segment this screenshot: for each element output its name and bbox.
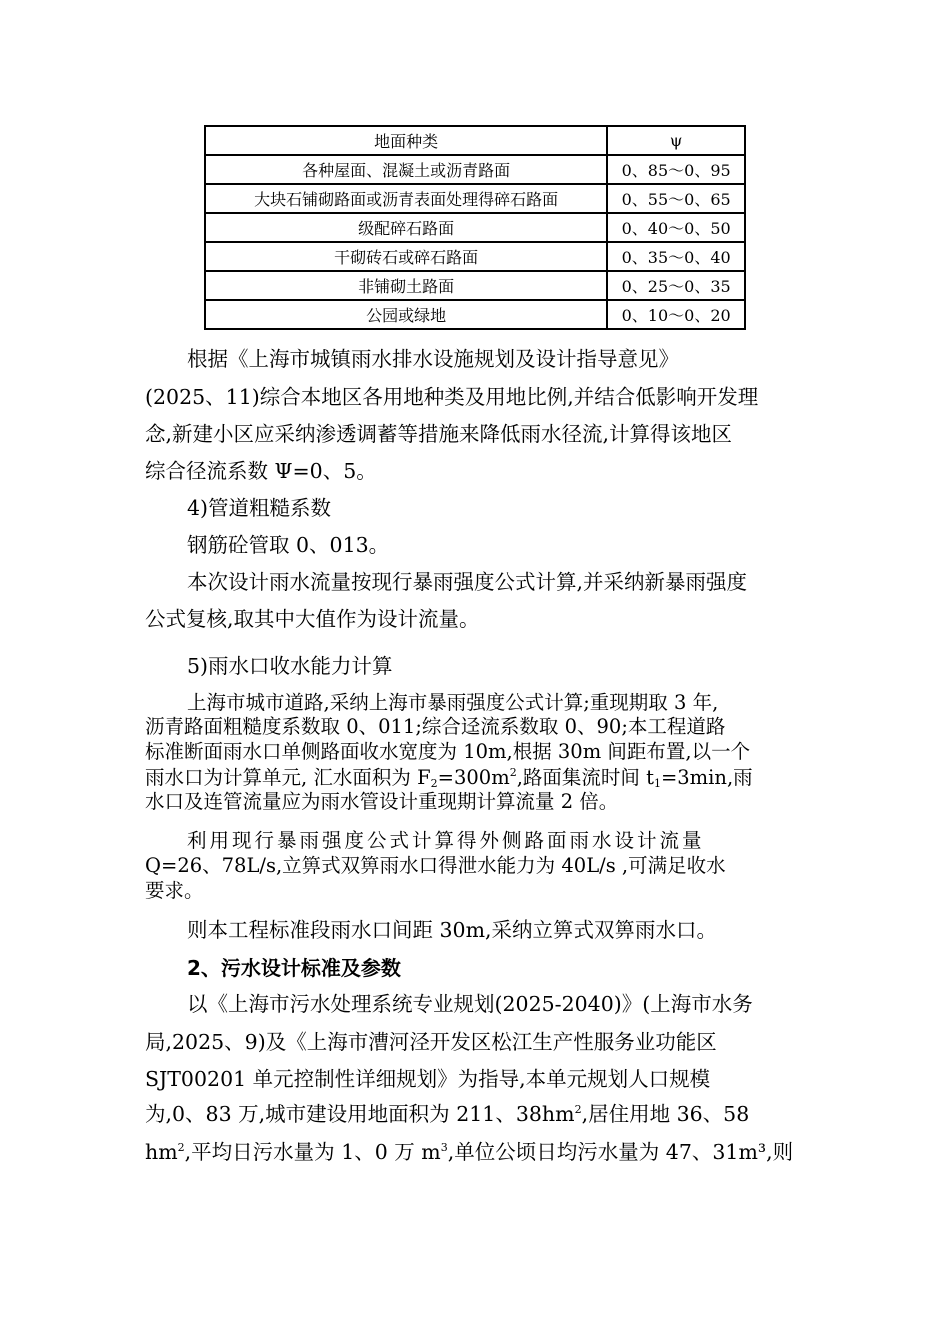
- paragraph-line: 本次设计雨水流量按现行暴雨强度公式计算,并采纳新暴雨强度: [187, 570, 748, 594]
- table-row: [205, 242, 745, 271]
- surface-type-cell: 公园或绿地: [205, 300, 607, 329]
- coefficient-cell: 0、85～0、95: [607, 155, 745, 184]
- paragraph-line: 为,0、83 万,城市建设用地面积为 211、$38hm^2$,居住用地 36、58: [145, 1102, 750, 1126]
- paragraph-line: 标准断面雨水口单侧路面收水宽度为 10m,根据 30m 间距布置,以一个: [145, 740, 751, 763]
- paragraph-line: 以《上海市污水处理系统专业规划(2025-2040)》(上海市水务: [187, 992, 753, 1016]
- table-header-row: [205, 126, 745, 155]
- paragraph-line: 念,新建小区应采纳渗透调蓄等措施来降低雨水径流,计算得该地区: [145, 422, 733, 446]
- paragraph-line: 公式复核,取其中大值作为设计流量。: [145, 607, 480, 631]
- paragraph-line: 综合径流系数 Ψ=0、5。: [145, 459, 377, 483]
- coefficient-cell: ψ: [607, 126, 745, 155]
- table-row: [205, 213, 745, 242]
- paragraph-line: 要求。: [145, 879, 204, 902]
- surface-type-cell: 各种屋面、混凝土或沥青路面: [205, 155, 607, 184]
- paragraph-line: 钢筋砼管取 0、013。: [187, 533, 390, 557]
- paragraph-line: 水口及连管流量应为雨水管设计重现期计算流量 2 倍。: [145, 790, 619, 813]
- section-heading: 2、污水设计标准及参数: [187, 956, 401, 980]
- coefficient-cell: 0、40～0、50: [607, 213, 745, 242]
- paragraph-line: 雨水口为计算单元, 汇水面积为 $F_2=300m^2$,路面集流时间 $t_1=3\min$,雨: [145, 766, 753, 790]
- table-row: [205, 300, 745, 329]
- table-row: [205, 155, 745, 184]
- surface-type-cell: 非铺砌土路面: [205, 271, 607, 300]
- coefficient-cell: 0、55～0、65: [607, 184, 745, 213]
- coefficient-cell: 0、25～0、35: [607, 271, 745, 300]
- coefficient-cell: 0、35～0、40: [607, 242, 745, 271]
- paragraph-line: 沥青路面粗糙度系数取 0、011;综合迳流系数取 0、90;本工程道路: [145, 715, 726, 738]
- runoff-coefficient-table: [204, 125, 746, 330]
- section-heading: 4)管道粗糙系数: [187, 496, 332, 520]
- paragraph-line: SJT00201 单元控制性详细规划》为指导,本单元规划人口规模: [145, 1067, 711, 1091]
- coefficient-cell: 0、10～0、20: [607, 300, 745, 329]
- paragraph-line: 利用现行暴雨强度公式计算得外侧路面雨水设计流量: [187, 829, 705, 852]
- paragraph-line: 则本工程标准段雨水口间距 30m,采纳立箅式双箅雨水口。: [187, 918, 718, 942]
- surface-type-cell: 干砌砖石或碎石路面: [205, 242, 607, 271]
- paragraph-line: $hm^2$,平均日污水量为 1、0 万 $m^3$,单位公顷日均污水量为 47、31m³,则: [145, 1140, 794, 1164]
- paragraph-line: 根据《上海市城镇雨水排水设施规划及设计指导意见》: [187, 347, 679, 371]
- paragraph-line: Q=26、78L/s,立箅式双箅雨水口得泄水能力为 40L/s ,可满足收水: [145, 854, 726, 877]
- surface-type-cell: 级配碎石路面: [205, 213, 607, 242]
- paragraph-line: 局,2025、9)及《上海市漕河泾开发区松江生产性服务业功能区: [145, 1030, 717, 1054]
- section-heading: 5)雨水口收水能力计算: [187, 654, 393, 678]
- table-row: [205, 271, 745, 300]
- surface-type-cell: 地面种类: [205, 126, 607, 155]
- paragraph-line: 上海市城市道路,采纳上海市暴雨强度公式计算;重现期取 3 年,: [187, 691, 719, 714]
- surface-type-cell: 大块石铺砌路面或沥青表面处理得碎石路面: [205, 184, 607, 213]
- table-row: [205, 184, 745, 213]
- paragraph-line: (2025、11)综合本地区各用地种类及用地比例,并结合低影响开发理: [145, 385, 759, 409]
